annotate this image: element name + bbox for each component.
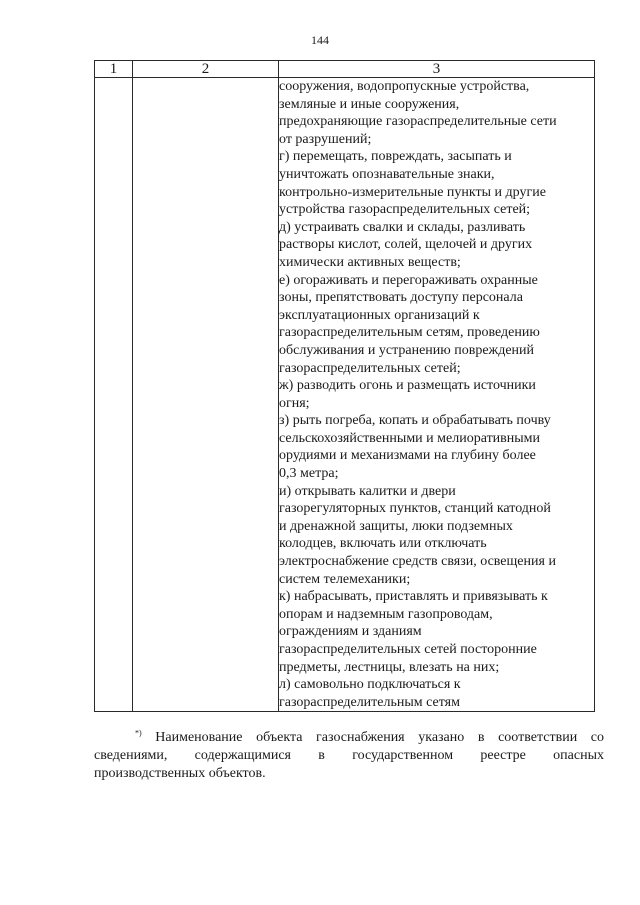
- page-number: 144: [311, 33, 329, 47]
- text-line: газораспределительным сетям: [279, 694, 460, 710]
- text-line: газораспределительным сетям, проведению: [279, 325, 540, 341]
- column-1-cell: [95, 78, 133, 712]
- footnote-marker: *): [135, 728, 142, 738]
- table-body-row: [95, 78, 595, 712]
- table-header-row: [95, 61, 595, 78]
- column-3-cell: [279, 78, 595, 712]
- text-line: обслуживания и устранению повреждений: [279, 342, 535, 358]
- text-line: ж) разводить огонь и размещать источники: [279, 378, 536, 394]
- text-line: з) рыть погреба, копать и обрабатывать почву: [279, 413, 551, 429]
- text-line: д) устраивать свалки и склады, разливать: [279, 219, 526, 235]
- text-line: эксплуатационных организаций к: [279, 307, 480, 323]
- footnote-text: Наименование объекта газоснабжения указано в соответствии со: [155, 730, 604, 745]
- text-line: от разрушений;: [279, 131, 372, 147]
- text-line: л) самовольно подключаться к: [279, 677, 461, 693]
- text-line: зоны, препятствовать доступу персонала: [279, 290, 523, 306]
- document-table: [94, 60, 595, 712]
- footnote-line: [94, 729, 604, 747]
- footnote-line: производственных объектов.: [94, 766, 266, 781]
- text-line: предохраняющие газораспределительные сети: [279, 114, 557, 130]
- footnote-line: сведениями, содержащимися в государственном реестре опасных: [94, 748, 604, 763]
- text-line: газорегуляторных пунктов, станций катодной: [279, 501, 551, 517]
- text-line: и) открывать калитки и двери: [279, 483, 456, 499]
- text-line: 0,3 метра;: [279, 466, 339, 482]
- text-line: и дренажной защиты, люки подземных: [279, 518, 513, 534]
- column-header-2: 2: [133, 61, 279, 78]
- text-line: земляные и иные сооружения,: [279, 96, 460, 112]
- text-line: ограждениям и зданиям: [279, 624, 422, 640]
- footnote: [94, 729, 604, 783]
- text-line: предметы, лестницы, влезать на них;: [279, 659, 500, 675]
- text-line: г) перемещать, повреждать, засыпать и: [279, 149, 512, 165]
- text-line: орудиями и механизмами на глубину более: [279, 448, 536, 464]
- column-header-3: 3: [279, 61, 595, 78]
- text-line: растворы кислот, солей, щелочей и других: [279, 237, 533, 253]
- column-2-cell: [133, 78, 279, 712]
- text-line: контрольно-измерительные пункты и другие: [279, 184, 546, 200]
- column-header-1: 1: [95, 61, 133, 78]
- text-line: газораспределительных сетей;: [279, 360, 461, 376]
- text-line: систем телемеханики;: [279, 571, 411, 587]
- text-line: к) набрасывать, приставлять и привязывать к: [279, 589, 548, 605]
- text-line: е) огораживать и перегораживать охранные: [279, 272, 538, 288]
- text-line: сооружения, водопропускные устройства,: [279, 79, 530, 94]
- text-line: электроснабжение средств связи, освещения и: [279, 554, 556, 570]
- text-line: опорам и надземным газопроводам,: [279, 606, 493, 622]
- text-line: химически активных веществ;: [279, 254, 461, 270]
- text-line: огня;: [279, 395, 310, 411]
- text-line: газораспределительных сетей посторонние: [279, 642, 537, 657]
- text-line: устройства газораспределительных сетей;: [279, 202, 531, 218]
- text-line: сельскохозяйственными и мелиоративными: [279, 430, 541, 446]
- text-line: колодцев, включать или отключать: [279, 536, 487, 552]
- text-line: уничтожать опознавательные знаки,: [279, 166, 495, 182]
